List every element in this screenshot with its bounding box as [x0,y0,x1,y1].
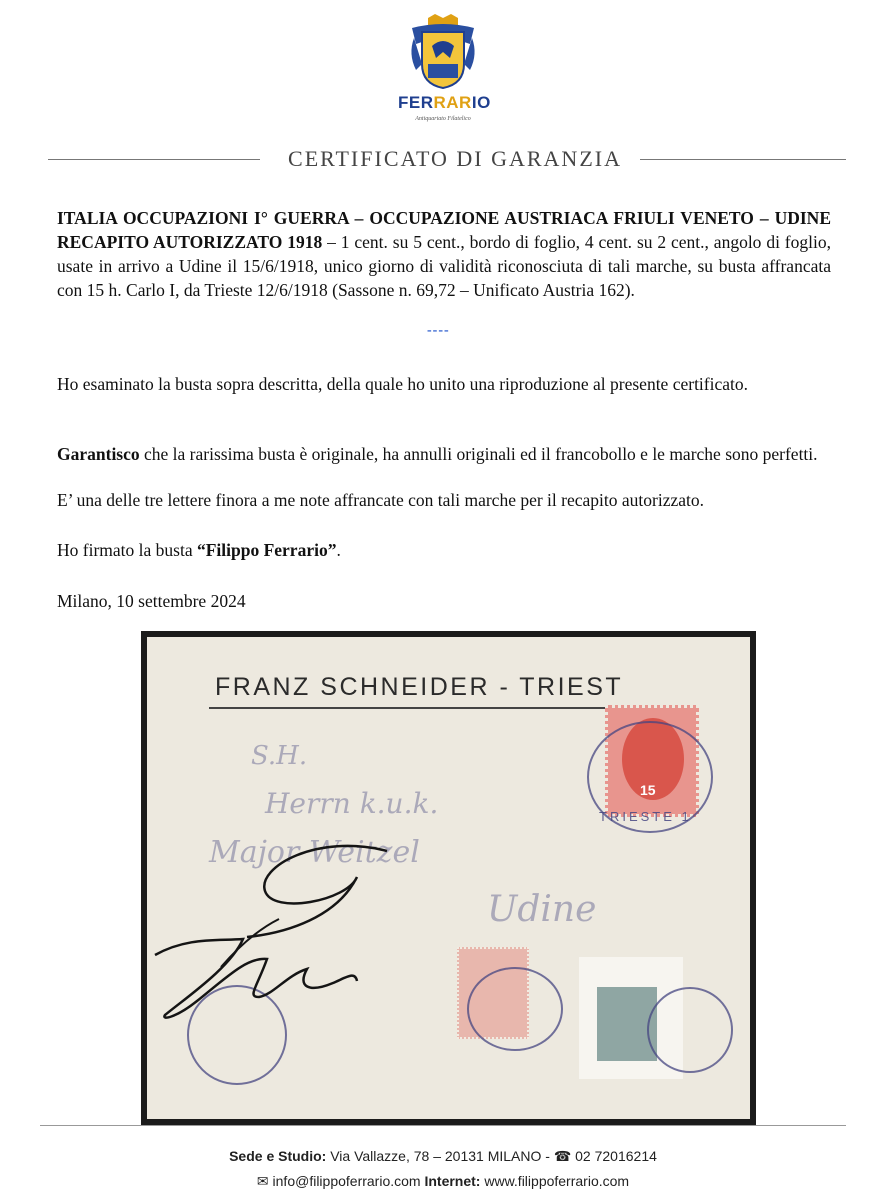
logo-tagline: Antiquariato Filatelico [415,116,471,122]
guarantee-paragraph: Garantisco che la rarissima busta è originale, ha annulli originali ed il francobollo e le marche sono perfetti. [57,444,818,464]
logo-brand: FERRARIO [398,93,491,112]
address-line: Udine [487,889,597,930]
divider [640,159,846,160]
signature-icon [147,637,750,1119]
envelope [147,637,750,1119]
ferrario-logo [398,14,491,126]
stamp-value: 15 [640,782,656,798]
divider [48,159,260,160]
examination-paragraph: Ho esaminato la busta sopra descritta, della quale ho unito una riproduzione al presente certificato. [57,374,749,394]
page-title: CERTIFICATO DI GARANZIA [288,146,622,171]
cancel-city: TRIESTE 1 [599,809,692,824]
crest-icon [408,14,478,90]
address-line: Herrn k.u.k. [265,787,439,820]
email-icon: ✉ [256,1173,269,1189]
website-link[interactable]: www.filippoferrario.com [480,1173,630,1189]
signature-paragraph: Ho firmato la busta “Filippo Ferrario”. [57,540,341,560]
cover-image [141,631,756,1125]
footer-contacts: ✉ info@filippoferrario.com Internet: www.filippoferrario.com [256,1173,630,1189]
sender-imprint: FRANZ SCHNEIDER - TRIEST [215,673,624,701]
footer-address: Sede e Studio: Via Vallazze, 78 – 20131 MILANO - ☎ 02 72016214 [229,1148,657,1164]
certificate-title [40,146,846,170]
footer-divider [40,1125,846,1126]
email-link[interactable]: info@filippoferrario.com [268,1173,425,1189]
address-line: S.H. [251,741,308,771]
address-line: Major Weitzel [209,835,420,870]
description-paragraph: ITALIA OCCUPAZIONI I° GUERRA – OCCUPAZIONE AUSTRIACA FRIULI VENETO – UDINE RECAPITO AUTORIZZATO 1918 – 1 cent. su 5 cent., bordo di foglio, 4 cent. su 2 cent., angolo di foglio, usate in arrivo a Udine il 15/6/1918, unico giorno di validità riconosciuta di tali marche, su busta affrancata con 15 h. Carlo I, da Trieste 12/6/1918 (Sassone n. 69,72 – Unificato Austria 162). [57,208,831,300]
separator: ---- [427,323,450,338]
date-place: Milano, 10 settembre 2024 [57,591,246,611]
rarity-paragraph: E’ una delle tre lettere finora a me note affrancate con tali marche per il recapito autorizzato. [57,490,704,510]
